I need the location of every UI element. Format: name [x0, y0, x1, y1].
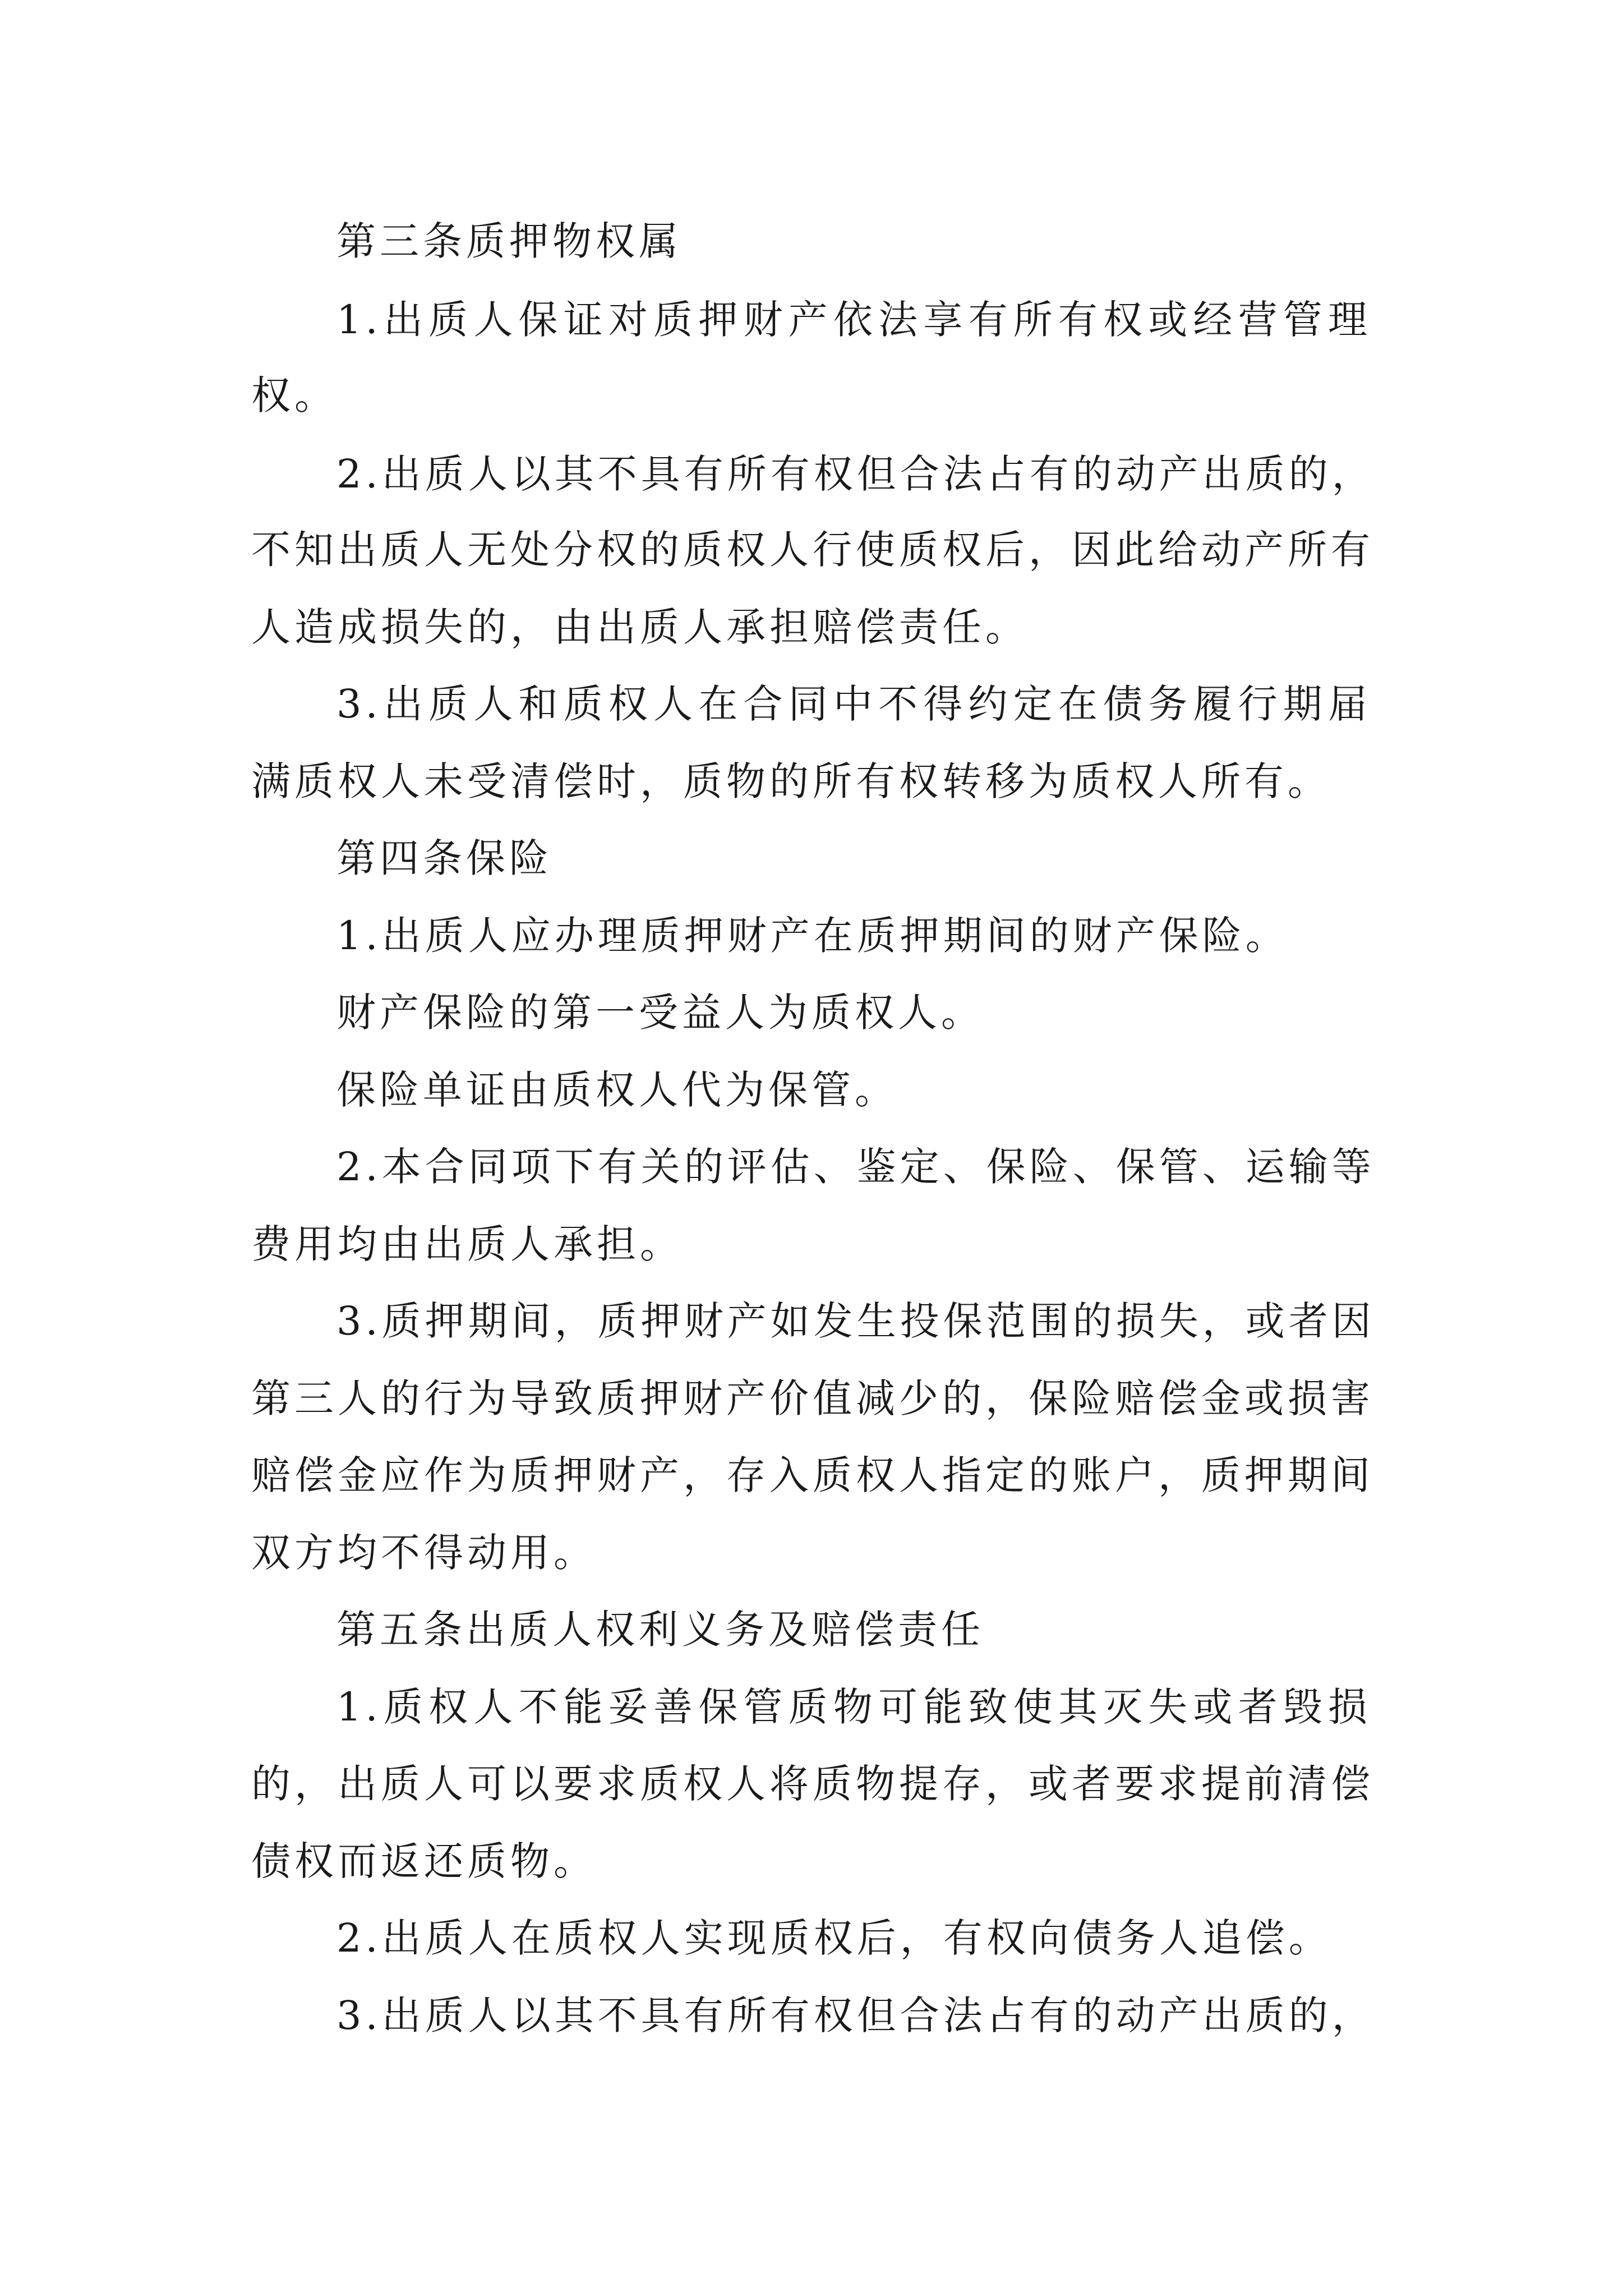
paragraph-line: 赔偿金应作为质押财产，存入质权人指定的账户，质押期间 [251, 1452, 1374, 1498]
paragraph-line: 的，出质人可以要求质权人将质物提存，或者要求提前清偿 [251, 1761, 1374, 1807]
paragraph-line: 财产保险的第一受益人为质权人。 [336, 990, 984, 1036]
paragraph-line: 满质权人未受清偿时，质物的所有权转移为质权人所有。 [251, 758, 1331, 804]
paragraph-line: 人造成损失的，由出质人承担赔偿责任。 [251, 604, 1029, 650]
paragraph-line: 2.出质人在质权人实现质权后，有权向债务人追偿。 [336, 1915, 1332, 1961]
article-5-heading: 第五条出质人权利义务及赔偿责任 [336, 1607, 984, 1653]
paragraph-line: 2.本合同项下有关的评估、鉴定、保险、保管、运输等 [336, 1144, 1375, 1190]
paragraph-line: 1.出质人应办理质押财产在质押期间的财产保险。 [336, 913, 1289, 959]
paragraph-line: 1.质权人不能妥善保管质物可能致使其灭失或者毁损 [336, 1684, 1371, 1730]
paragraph-line: 保险单证由质权人代为保管。 [336, 1067, 898, 1113]
article-4-heading: 第四条保险 [336, 835, 552, 881]
paragraph-line: 双方均不得动用。 [251, 1530, 597, 1576]
paragraph-line: 3.出质人以其不具有所有权但合法占有的动产出质的， [336, 1993, 1375, 2039]
paragraph-line: 2.出质人以其不具有所有权但合法占有的动产出质的， [336, 451, 1375, 497]
article-3-heading: 第三条质押物权属 [336, 218, 682, 264]
paragraph-line: 债权而返还质物。 [251, 1838, 597, 1884]
paragraph-line: 权。 [251, 372, 338, 418]
paragraph-line: 3.出质人和质权人在合同中不得约定在债务履行期届 [336, 681, 1371, 727]
paragraph-line: 1.出质人保证对质押财产依法享有所有权或经营管理 [336, 297, 1371, 343]
paragraph-line: 3.质押期间，质押财产如发生投保范围的损失，或者因 [336, 1298, 1375, 1344]
paragraph-line: 不知出质人无处分权的质权人行使质权后，因此给动产所有 [251, 527, 1374, 573]
paragraph-line: 费用均由出质人承担。 [251, 1221, 683, 1267]
paragraph-line: 第三人的行为导致质押财产价值减少的，保险赔偿金或损害 [251, 1375, 1374, 1421]
